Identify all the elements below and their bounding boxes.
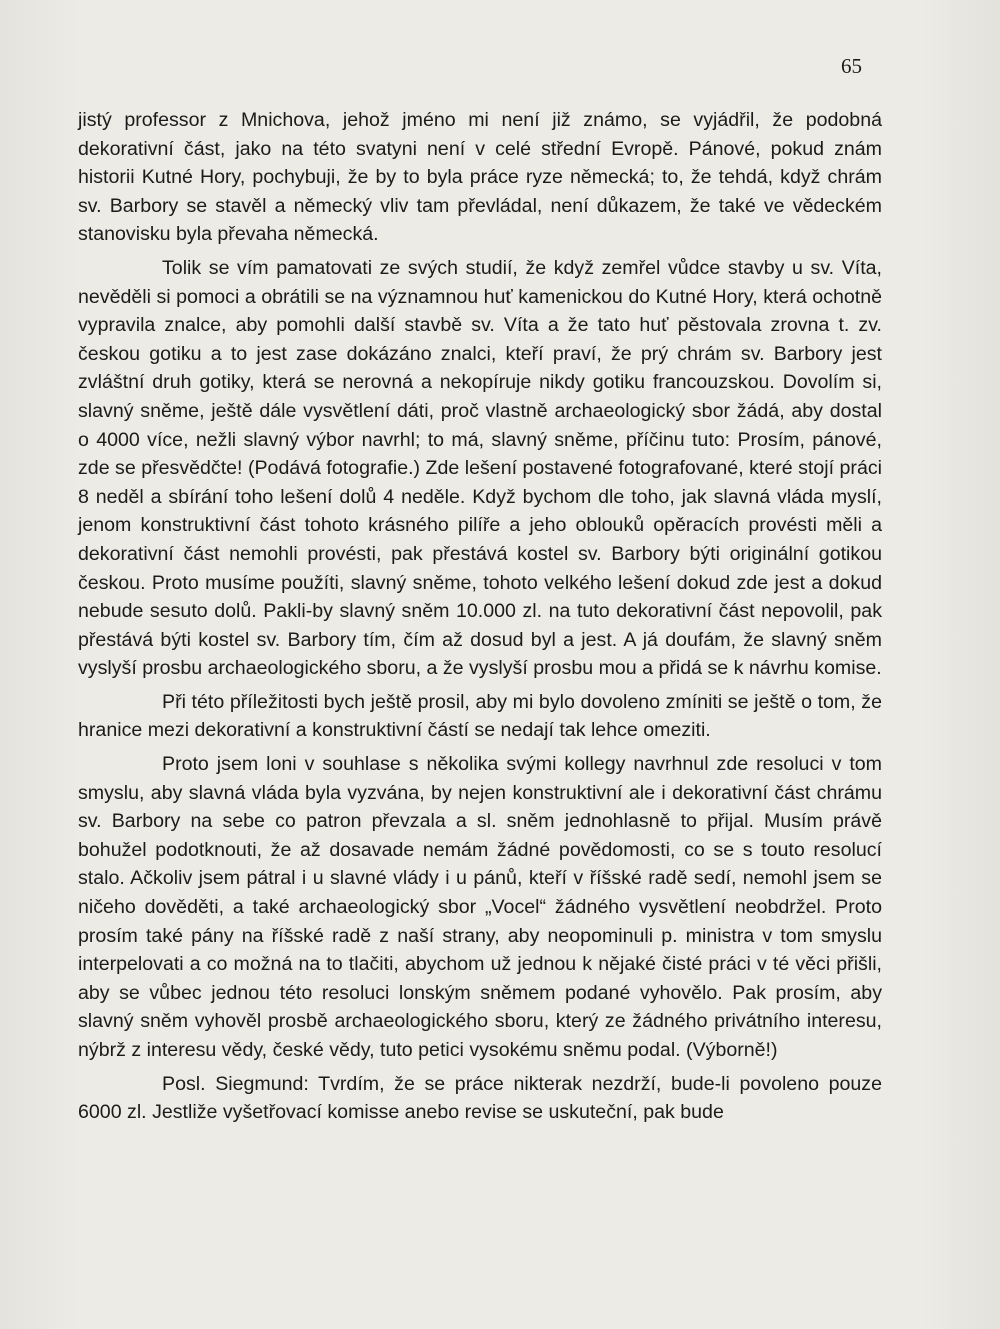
paragraph: Při této příležitosti bych ještě prosil, aby mi bylo dovoleno zmíniti se ještě o tom, že hranice mezi dekorativní a konstruktivní částí se nedají tak lehce omeziti. <box>78 690 882 742</box>
paragraph: Posl. Siegmund: Tvrdím, že se práce nikterak nezdrží, bude-li povoleno pouze 6000 zl. Jestliže vyšetřovací komisse anebo revise se uskuteční, pak bude <box>78 1072 882 1124</box>
page-number: 65 <box>841 54 862 78</box>
paragraph: Proto jsem loni v souhlase s několika svými kollegy navrhnul zde resoluci v tom smyslu, aby slavná vláda byla vyzvána, by nejen konstruktivní ale i dekorativní část chrámu sv. Barbory na sebe co patron převzala a sl. sněm jednohlasně to přijal. Musím právě bohužel podotknouti, že až dosavade nemám žádné povědomosti, co se s touto resolucí stalo. Ačkoliv jsem pátral i u slavné vlády i u pánů, kteří v říšské radě sedí, nemohl jsem se ničeho dověděti, a také archaeologický sbor „Vocel“ žádného vysvětlení neobdržel. Proto prosím také pány na říšské radě z naší strany, aby neopominuli p. ministra v tom smyslu interpelovati a co možná na to tlačiti, abychom už jednou k nějaké čisté práci v té věci přišli, aby se vůbec jednou této resoluci lonským sněmem podané vyhovělo. Pak prosím, aby slavný sněm vyhověl prosbě archaeologického sboru, který ze žádného privátního interesu, nýbrž z interesu vědy, české vědy, tuto petici vysokému sněmu podal. (Výborně!) <box>78 753 882 1061</box>
paragraph: jistý professor z Mnichova, jehož jméno mi není již známo, se vyjádřil, že podobná dekorativní část, jako na této svatyni není v celé střední Evropě. Pánové, pokud znám historii Kutné Hory, pochybuji, že by to byla práce ryze německá; to, že tehdá, když chrám sv. Barbory se stavěl a německý vliv tam převládal, není důkazem, že také ve vědeckém stanovisku byla převaha německá. <box>78 109 882 246</box>
paragraph: Tolik se vím pamatovati ze svých studií, že když zemřel vůdce stavby u sv. Víta, nevěděli si pomoci a obrátili se na významnou huť kamenickou do Kutné Hory, která ochotně vypravila znalce, aby pomohli další stavbě sv. Víta a že tato huť pěstovala zrovna t. zv. českou gotiku a to jest zase dokázáno znalci, kteří praví, že prý chrám sv. Barbory jest zvláštní druh gotiky, která se nerovná a nekopíruje nikdy gotiku francouzskou. Dovolím si, slavný sněme, ještě dále vysvětlení dáti, proč vlastně archaeologický sbor žádá, aby dostal o 4000 více, nežli slavný výbor navrhl; to má, slavný sněme, příčinu tuto: Prosím, pánové, zde se přesvědčte! (Podává fotografie.) Zde lešení postavené fotografované, které stojí práci 8 neděl a sbírání toho lešení dolů 4 neděle. Když bychom dle toho, jak slavná vláda myslí, jenom konstruktivní část tohoto krásného pilíře a jeho oblouků opěracích provésti měli a dekorativní část nemohli provésti, pak přestává kostel sv. Barbory býti originální gotikou českou. Proto musíme použíti, slavný sněme, tohoto velkého lešení dokud zde jest a dokud nebude sesuto dolů. Pakli-by slavný sněm 10.000 zl. na tuto dekorativní část nepovolil, pak přestává býti kostel sv. Barbory tím, čím až dosud byl a jest. A já doufám, že slavný sněm vyslyší prosbu archaeologického sboru, a že vyslyší prosbu mou a přidá se k návrhu komise. <box>78 256 882 680</box>
body-text <box>78 106 882 1127</box>
